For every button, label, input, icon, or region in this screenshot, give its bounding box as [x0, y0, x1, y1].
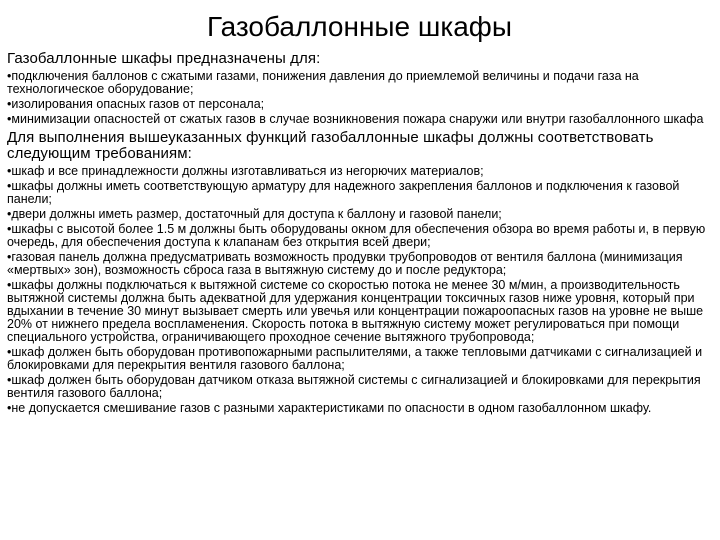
requirement-item-text: шкафы должны подключаться к вытяжной системе со скоростью потока не менее 30 м/мин, а производительность вытяжной системы должна быть адекватной для удержания концентрации токсичных газов ниже уровня, который при вдыхании в течение 30 минут вызывает смерть или увечья или концентрации пожароопасных газов на уровне не выше 20% от нижнего предела воспламенения. Скорость потока в вытяжную систему может регулироваться при помощи специального устройства, ограничивающего проходное сечение вытяжного трубопровода; — [7, 278, 704, 344]
purpose-item — [7, 70, 712, 96]
bullet-icon: • — [7, 112, 12, 126]
bullet-icon: • — [7, 373, 12, 387]
requirement-item — [7, 374, 712, 400]
requirement-item-text: шкафы с высотой более 1.5 м должны быть оборудованы окном для обеспечения обзора во время работы и, в первую очередь, для обеспечения доступа к клапанам без открытия всей двери; — [7, 222, 706, 249]
purpose-item-text: изолирования опасных газов от персонала; — [11, 97, 265, 111]
requirement-item — [7, 402, 712, 415]
requirements-list — [7, 165, 712, 415]
requirements-heading: Для выполнения вышеуказанных функций газобаллонные шкафы должны соответствовать следующим требованиям: — [7, 129, 654, 162]
bullet-icon: • — [7, 250, 12, 264]
purpose-list — [7, 70, 712, 126]
bullet-icon: • — [7, 401, 12, 415]
requirement-item — [7, 223, 712, 249]
requirement-item-text: газовая панель должна предусматривать возможность продувки трубопроводов от вентиля баллона (минимизация «мертвых» зон), возможность сброса газа в вытяжную систему до и после редуктора; — [7, 250, 683, 277]
requirement-item-text: шкаф должен быть оборудован датчиком отказа вытяжной системы с сигнализацией и блокировками для перекрытия вентиля газового баллона; — [7, 373, 701, 400]
slide-title: Газобаллонные шкафы — [207, 11, 512, 42]
bullet-icon: • — [7, 179, 12, 193]
requirement-item — [7, 346, 712, 372]
requirement-item — [7, 251, 712, 277]
requirement-item-text: шкафы должны иметь соответствующую арматуру для надежного закрепления баллонов и подключения к газовой панели; — [7, 179, 680, 206]
purpose-heading: Газобаллонные шкафы предназначены для: — [7, 50, 321, 67]
purpose-item — [7, 98, 712, 111]
bullet-icon: • — [7, 345, 12, 359]
requirement-item — [7, 208, 712, 221]
purpose-item-text: подключения баллонов с сжатыми газами, понижения давления до приемлемой величины и подачи газа на технологическое оборудование; — [7, 69, 639, 96]
bullet-icon: • — [7, 207, 12, 221]
bullet-icon: • — [7, 97, 12, 111]
requirement-item-text: шкаф и все принадлежности должны изготавливаться из негорючих материалов; — [11, 164, 484, 178]
bullet-icon: • — [7, 278, 12, 292]
requirement-item — [7, 180, 712, 206]
requirement-item — [7, 279, 712, 344]
requirement-item — [7, 165, 712, 178]
purpose-item — [7, 113, 712, 126]
requirement-item-text: не допускается смешивание газов с разными характеристиками по опасности в одном газобаллонном шкафу. — [11, 401, 652, 415]
bullet-icon: • — [7, 69, 12, 83]
requirement-item-text: двери должны иметь размер, достаточный для доступа к баллону и газовой панели; — [11, 207, 502, 221]
requirement-item-text: шкаф должен быть оборудован противопожарными распылителями, а также тепловыми датчиками с сигнализацией и блокировками для перекрытия вентиля газового баллона; — [7, 345, 703, 372]
bullet-icon: • — [7, 222, 12, 236]
bullet-icon: • — [7, 164, 12, 178]
purpose-item-text: минимизации опасностей от сжатых газов в случае возникновения пожара снаружи или внутри газобаллонного шкафа — [11, 112, 704, 126]
